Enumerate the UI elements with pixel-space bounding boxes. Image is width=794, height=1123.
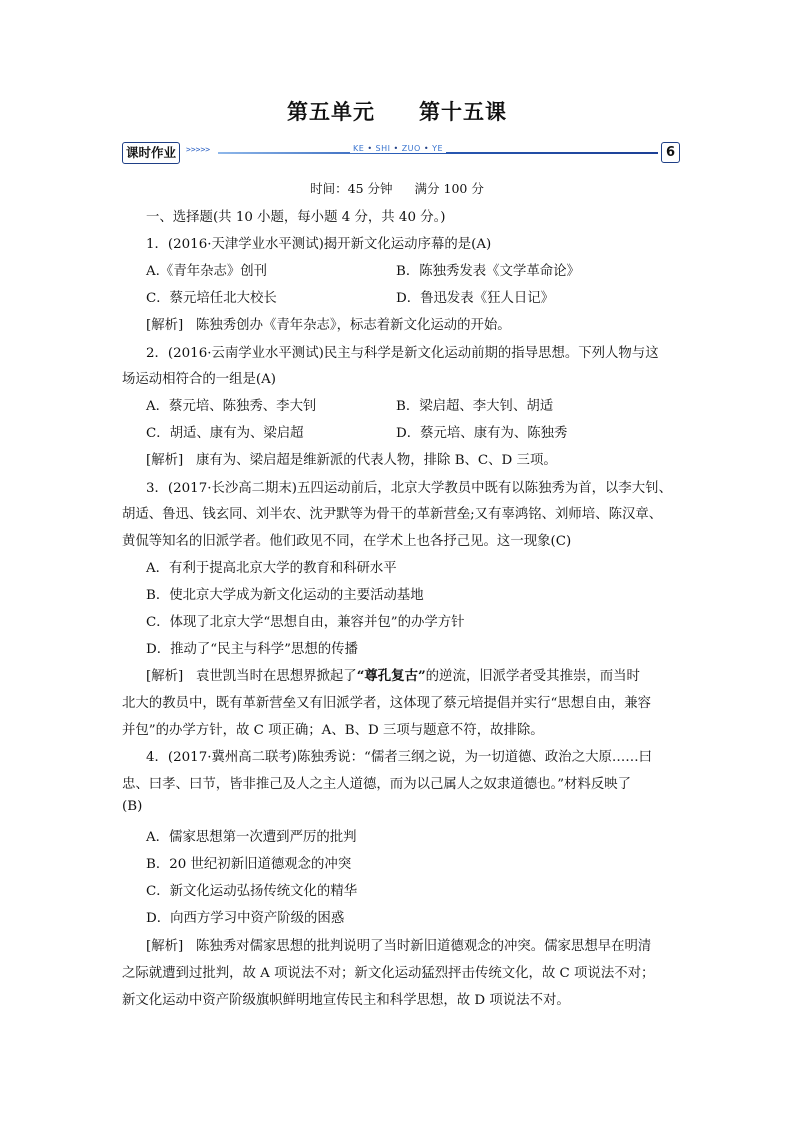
q2-option-b: B．梁启超、李大钊、胡适 <box>396 399 554 414</box>
q2-analysis <box>146 449 557 468</box>
q3-option-a: A．有利于提高北京大学的教育和科研水平 <box>146 561 397 576</box>
lesson-title: 第十五课 <box>419 100 507 124</box>
q1-option-d: D．鲁迅发表《狂人日记》 <box>396 291 555 306</box>
lesson-number-badge: 6 <box>661 142 680 163</box>
q2-option-d: D．蔡元培、康有为、陈独秀 <box>396 426 568 441</box>
banner-pinyin: KE • SHI • ZUO • YE <box>350 144 446 153</box>
q3-option-c: C．体现了北京大学“思想自由，兼容并包”的办学方针 <box>146 615 465 630</box>
q4-stem-line-1: 4．(2017·冀州高二联考)陈独秀说：“儒者三纲之说，为一切道德、政治之大原……曰 <box>146 750 653 765</box>
q2-stem-line-1: 2．(2016·云南学业水平测试)民主与科学是新文化运动前期的指导思想。下列人物与这 <box>146 346 659 361</box>
q4-option-b: B．20 世纪初新旧道德观念的冲突 <box>146 857 352 872</box>
q4-option-a: A．儒家思想第一次遭到严厉的批判 <box>146 830 357 845</box>
time-limit: 时间：45 分钟 <box>310 181 393 196</box>
exam-meta <box>0 179 794 197</box>
q1-analysis <box>146 314 511 333</box>
q1-option-b: B．陈独秀发表《文学革命论》 <box>396 264 580 279</box>
pinyin-ke: KE <box>353 144 365 153</box>
q3-stem-line-3: 黄侃等知名的旧派学者。他们政见不同，在学术上也各抒己见。这一现象(C) <box>122 534 572 549</box>
q3-analysis-line-1 <box>146 665 640 684</box>
pinyin-zuo: ZUO <box>401 144 421 153</box>
q4-analysis-line-3: 新文化运动中资产阶级旗帜鲜明地宣传民主和科学思想，故 D 项说法不对。 <box>122 993 570 1008</box>
q2-stem-line-2: 场运动相符合的一组是(A) <box>122 372 277 387</box>
q3-option-b: B．使北京大学成为新文化运动的主要活动基地 <box>146 588 424 603</box>
banner-arrows: >>>>> <box>186 145 211 154</box>
analysis-tag: [解析] <box>146 453 184 468</box>
analysis-tag: [解析] <box>146 939 184 954</box>
analysis-tag: [解析] <box>146 669 184 684</box>
pinyin-ye: YE <box>432 144 444 153</box>
q2-analysis-text: 康有为、梁启超是维新派的代表人物，排除 B、C、D 三项。 <box>196 453 557 468</box>
q3-analysis-text-b: “尊孔复古” <box>356 668 426 684</box>
section-heading: 一、选择题(共 10 小题，每小题 4 分，共 40 分。) <box>146 210 446 225</box>
q1-stem: 1．(2016·天津学业水平测试)揭开新文化运动序幕的是(A) <box>146 237 492 252</box>
banner-label: 课时作业 <box>122 142 180 164</box>
q3-stem-line-2: 胡适、鲁迅、钱玄同、刘半农、沈尹默等为骨干的革新营垒;又有辜鸿铭、刘师培、陈汉章、 <box>122 507 663 522</box>
unit-title: 第五单元 <box>287 100 375 124</box>
q2-option-a: A．蔡元培、陈独秀、李大钊 <box>146 399 317 414</box>
q1-analysis-text: 陈独秀创办《青年杂志》，标志着新文化运动的开始。 <box>196 318 511 333</box>
q3-option-d: D．推动了“民主与科学”思想的传播 <box>146 642 358 657</box>
full-score: 满分 100 分 <box>414 181 484 196</box>
q4-stem-line-2: 忠、曰孝、曰节，皆非推己及人之主人道德，而为以己属人之奴隶道德也。”材料反映了 <box>122 777 631 792</box>
q3-analysis-text-a: 袁世凯当时在思想界掀起了 <box>196 669 357 684</box>
q3-analysis-line-3: 并包”的办学方针，故 C 项正确；A、B、D 三项与题意不符，故排除。 <box>122 723 544 738</box>
q4-option-c: C．新文化运动弘扬传统文化的精华 <box>146 884 358 899</box>
homework-banner <box>122 142 680 164</box>
q1-option-c: C．蔡元培任北大校长 <box>146 291 277 306</box>
analysis-tag: [解析] <box>146 318 184 333</box>
page-title <box>0 96 794 126</box>
q4-stem-line-3: (B) <box>122 799 143 814</box>
q4-analysis-text: 陈独秀对儒家思想的批判说明了当时新旧道德观念的冲突。儒家思想早在明清 <box>196 939 652 954</box>
q3-analysis-text-c: 的逆流，旧派学者受其推崇，而当时 <box>425 669 640 684</box>
q4-option-d: D．向西方学习中资产阶级的困惑 <box>146 911 345 926</box>
q4-analysis-line-2: 之际就遭到过批判，故 A 项说法不对；新文化运动猛烈抨击传统文化，故 C 项说法不对； <box>122 966 655 981</box>
q3-stem-line-1: 3．(2017·长沙高二期末)五四运动前后，北京大学教员中既有以陈独秀为首，以李大钊、 <box>146 481 672 496</box>
pinyin-shi: SHI <box>375 144 391 153</box>
q2-option-c: C．胡适、康有为、梁启超 <box>146 426 304 441</box>
q1-option-a: A.《青年杂志》创刊 <box>146 264 268 279</box>
q3-analysis-line-2: 北大的教员中，既有革新营垒又有旧派学者，这体现了蔡元培提倡并实行“思想自由，兼容 <box>122 696 652 711</box>
q4-analysis-line-1 <box>146 935 651 954</box>
